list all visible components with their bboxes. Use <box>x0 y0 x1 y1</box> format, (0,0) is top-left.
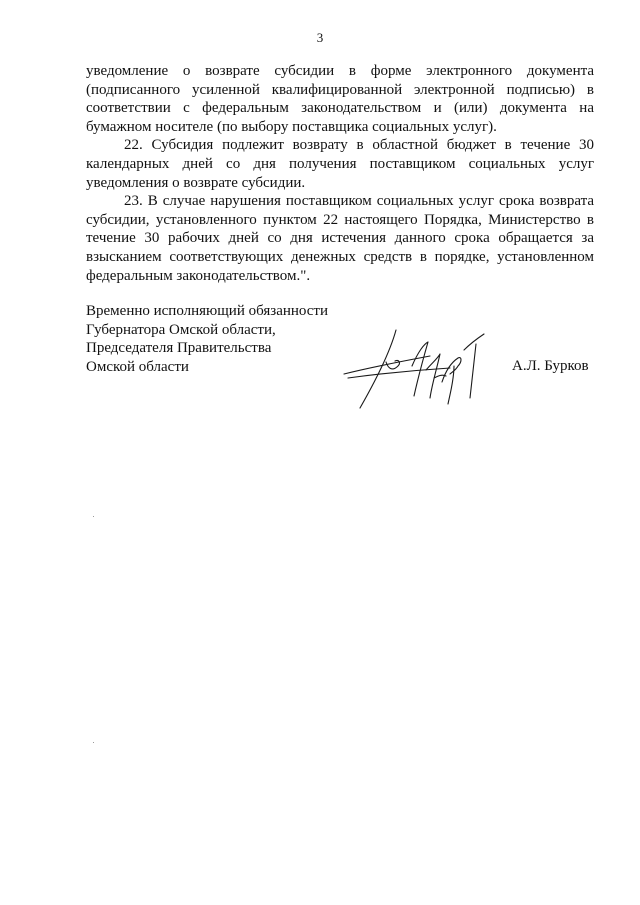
signatory-line: Председателя Правительства <box>86 340 272 357</box>
handwritten-signature <box>338 322 518 414</box>
signatory-line: Временно исполняющий обязанности <box>86 303 329 319</box>
document-body <box>86 62 594 285</box>
paragraph-continuation: уведомление о возврате субсидии в форме электронного документа (подписанного усиленной квалифицированной электронной подписью) в соответствии с федеральным законодательством и (или) документа на бумажном носителе (по выбору поставщика социальных услуг). <box>86 63 594 135</box>
signatory-line: Омской области <box>86 358 189 375</box>
scan-artifact-dot <box>93 516 94 517</box>
signer-name: А.Л. Бурков <box>512 358 589 374</box>
page-number: 3 <box>316 30 324 45</box>
paragraph-23: 23. В случае нарушения поставщиком социальных услуг срока возврата субсидии, установленного пунктом 22 настоящего Порядка, Министерство в течение 30 рабочих дней со дня истечения данного срока обращается за взысканием соответствующих денежных средств в порядке, установленном федеральным законодательством.". <box>86 193 594 284</box>
scan-artifact-dot <box>93 742 94 743</box>
paragraph-22: 22. Субсидия подлежит возврату в областной бюджет в течение 30 календарных дней со дня получения поставщиком социальных услуг уведомления о возврате субсидии. <box>86 137 594 191</box>
signatory-line: Губернатора Омской области, <box>86 321 276 338</box>
